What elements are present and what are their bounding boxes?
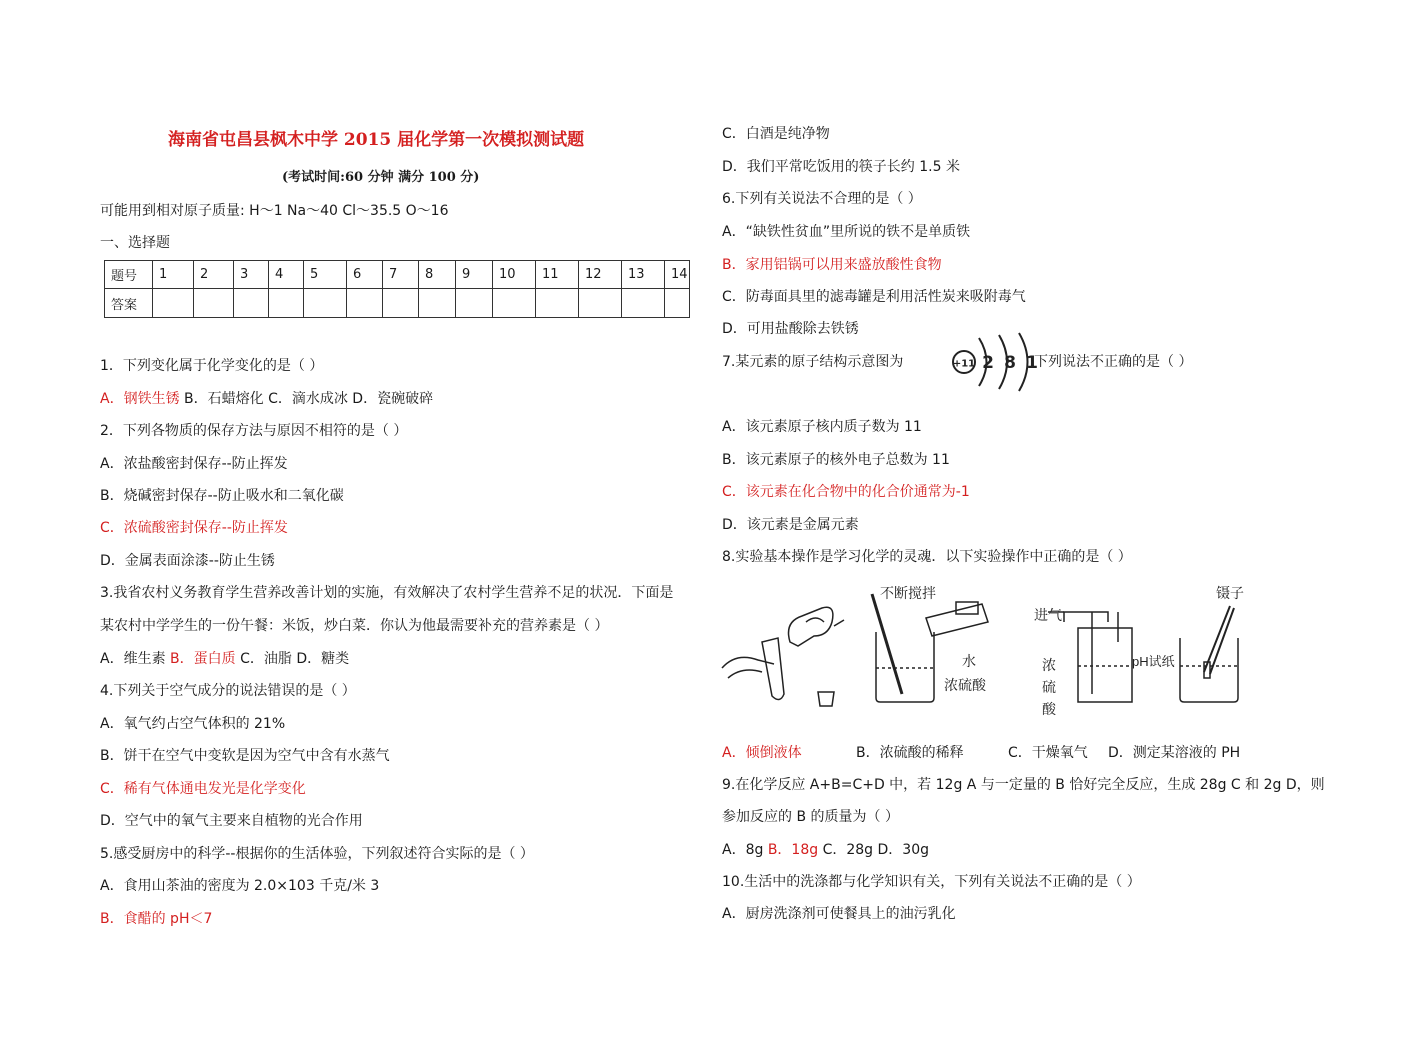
question-9-cont: 参加反应的 B 的质量为（ ） [722,809,899,825]
question-number: 4 [269,261,304,289]
answer-cell[interactable] [234,289,269,318]
option-a: A．厨房洗涤剂可使餐具上的油污乳化 [722,906,956,922]
question-number: 6 [347,261,383,289]
answer-cell[interactable] [347,289,383,318]
option-a: A．食用山茶油的密度为 2.0×103 千克/米 3 [100,878,380,894]
option-text: B．石蜡熔化 C．滴水成冰 D．瓷碗破碎 [179,391,434,407]
question-3-options [100,649,349,669]
acid-vertical-label: 酸 [1042,701,1056,717]
atomic-masses: 可能用到相对原子质量: H～1 Na～40 Cl～35.5 O～16 [100,203,449,219]
question-6: 6.下列有关说法不合理的是（ ） [722,191,922,207]
option-c: C．防毒面具里的滤毒罐是利用活性炭来吸附毒气 [722,289,1026,305]
question-5: 5.感受厨房中的科学--根据你的生活体验，下列叙述符合实际的是（ ） [100,846,534,862]
option-text: A．8g [722,842,768,858]
question-9-options [722,840,929,860]
question-number: 5 [304,261,347,289]
question-number: 8 [419,261,456,289]
question-7-cont: 下列说法不正确的是（ ） [1034,354,1193,370]
option-a: A．“缺铁性贫血”里所说的铁不是单质铁 [722,224,971,240]
question-number: 14 [665,261,690,289]
option-d: D．空气中的氧气主要来自植物的光合作用 [100,813,363,829]
question-number: 12 [579,261,622,289]
table-answer-row [105,289,690,318]
shell-electrons: 2 [982,353,994,373]
correct-option: B．食醋的 pH＜7 [100,911,213,927]
question-number: 2 [194,261,234,289]
option-c: C．白酒是纯净物 [722,126,830,142]
question-3-cont: 某农村中学学生的一份午餐：米饭，炒白菜．你认为他最需要补充的营养素是（ ） [100,618,609,634]
answer-cell[interactable] [153,289,194,318]
option-b: B．浓硫酸的稀释 [856,745,964,761]
answer-table [104,260,690,318]
question-number: 3 [234,261,269,289]
correct-option: B．蛋白质 [170,651,236,667]
answer-label: 答案 [105,289,153,318]
option-b: B．烧碱密封保存--防止吸水和二氧化碳 [100,488,344,504]
answer-cell[interactable] [536,289,579,318]
correct-option: B．18g [767,842,819,858]
stir-label: 不断搅拌 [880,585,936,601]
option-text: C．油脂 D．糖类 [235,651,350,667]
nucleus-charge: +11 [952,358,976,370]
answer-cell[interactable] [383,289,419,318]
answer-cell[interactable] [579,289,622,318]
shell-electrons: 8 [1004,353,1016,373]
answer-cell[interactable] [622,289,665,318]
question-8-options [722,743,802,763]
answer-cell[interactable] [456,289,493,318]
option-a: A．浓盐酸密封保存--防止挥发 [100,456,288,472]
atom-structure-diagram [948,330,1040,392]
option-d: D．可用盐酸除去铁锈 [722,321,859,337]
option-text: A．维生素 [100,651,171,667]
question-number: 11 [536,261,579,289]
acid-label: 浓硫酸 [944,677,986,693]
header-label: 题号 [105,261,153,289]
question-number: 10 [493,261,536,289]
figure-gas-drying [1048,612,1132,702]
option-b: B．饼干在空气中变软是因为空气中含有水蒸气 [100,748,390,764]
gas-in-label: 进气 [1034,607,1062,623]
option-a: A．氧气约占空气体积的 21% [100,716,286,732]
correct-option: C．浓硫酸密封保存--防止挥发 [100,520,288,536]
answer-cell[interactable] [269,289,304,318]
experiment-figures [718,582,1258,722]
question-3: 3.我省农村义务教育学生营养改善计划的实施，有效解决了农村学生营养不足的状况．下面是 [100,585,674,601]
table-header-row [105,261,690,289]
question-1: 1．下列变化属于化学变化的是（ ） [100,358,324,374]
question-8: 8.实验基本操作是学习化学的灵魂．以下实验操作中正确的是（ ） [722,549,1132,565]
correct-option: C．该元素在化合物中的化合价通常为-1 [722,484,970,500]
question-number: 1 [153,261,194,289]
ph-paper-label: pH试纸 [1132,654,1175,669]
correct-option: C．稀有气体通电发光是化学变化 [100,781,306,797]
question-9: 9.在化学反应 A+B=C+D 中，若 12g A 与一定量的 B 恰好完全反应，生成 28g C 和 2g D，则 [722,777,1325,793]
section-heading: 一、选择题 [100,235,170,251]
answer-cell[interactable] [419,289,456,318]
page-title: 海南省屯昌县枫木中学 2015 届化学第一次模拟测试题 [168,130,585,150]
answer-cell[interactable] [304,289,347,318]
question-7: 7.某元素的原子结构示意图为 [722,354,904,370]
question-1-options [100,389,433,409]
correct-option: B．家用铝锅可以用来盛放酸性食物 [722,257,942,273]
shell-electrons: 1 [1026,353,1038,373]
question-4: 4.下列关于空气成分的说法错误的是（ ） [100,683,356,699]
question-2: 2．下列各物质的保存方法与原因不相符的是（ ） [100,423,408,439]
option-a: A．该元素原子核内质子数为 11 [722,419,922,435]
correct-option: A．倾倒液体 [722,745,802,761]
option-d: D．测定某溶液的 PH [1108,745,1241,761]
question-10: 10.生活中的洗涤都与化学知识有关，下列有关说法不正确的是（ ） [722,874,1141,890]
question-number: 9 [456,261,493,289]
option-text: C．28g D．30g [818,842,929,858]
correct-option: A．钢铁生锈 [100,391,180,407]
acid-vertical-label: 浓 [1042,657,1056,673]
option-c: C．干燥氧气 [1008,745,1088,761]
tweezers-label: 镊子 [1216,585,1244,601]
question-number: 13 [622,261,665,289]
answer-cell[interactable] [194,289,234,318]
exam-info: (考试时间:60 分钟 满分 100 分) [282,170,480,185]
question-number: 7 [383,261,419,289]
water-label: 水 [962,653,976,669]
option-b: B．该元素原子的核外电子总数为 11 [722,452,950,468]
answer-cell[interactable] [493,289,536,318]
option-d: D．该元素是金属元素 [722,517,859,533]
option-d: D．金属表面涂漆--防止生锈 [100,553,275,569]
figure-pouring-liquid [722,607,844,706]
figure-ph-test [1180,606,1238,702]
answer-cell[interactable] [665,289,690,318]
acid-vertical-label: 硫 [1042,679,1056,695]
option-d: D．我们平常吃饭用的筷子长约 1.5 米 [722,159,960,175]
